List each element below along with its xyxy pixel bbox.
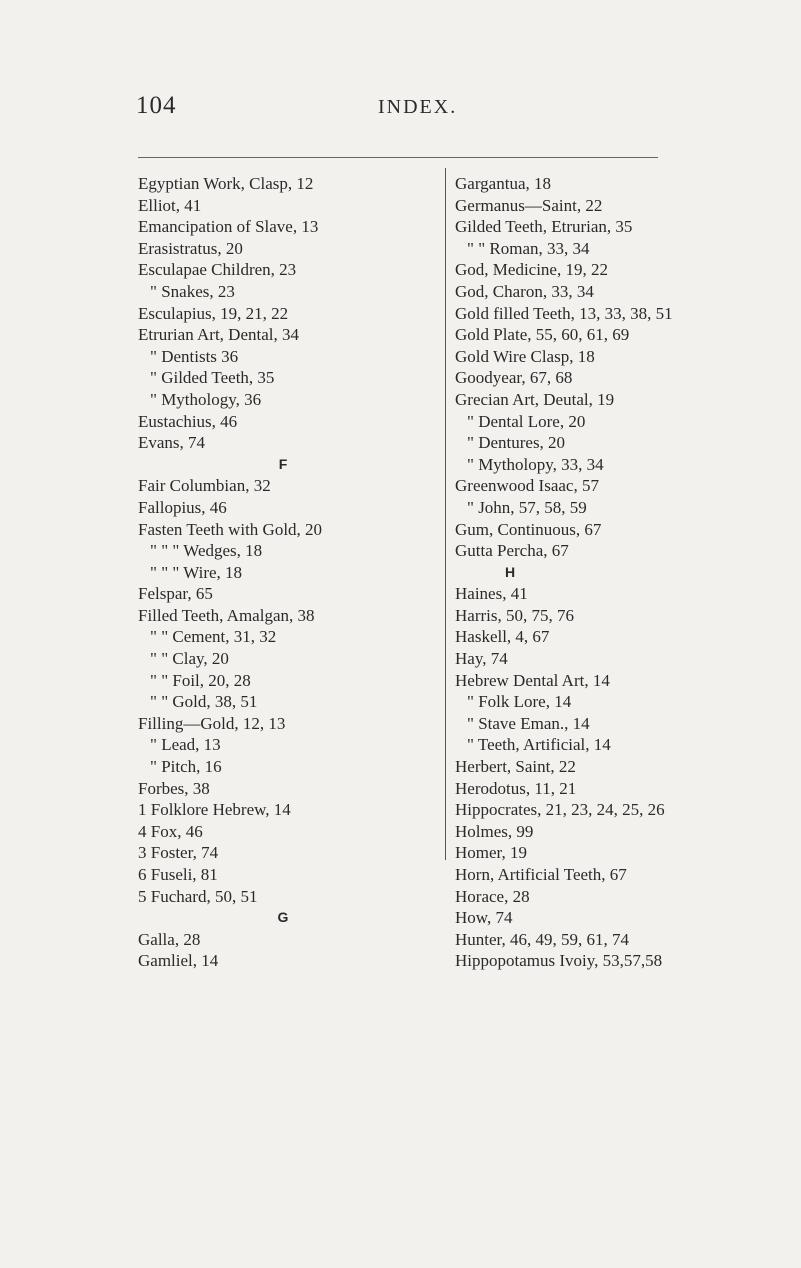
index-subentry: " Lead, 13 (150, 735, 221, 755)
index-entry: Horn, Artificial Teeth, 67 (455, 865, 627, 884)
index-subentry: " Dentures, 20 (467, 433, 566, 453)
index-subentry: " Mythology, 36 (150, 389, 262, 409)
index-entry: Esculapae Children, 23 (138, 260, 297, 280)
index-entry: Erasistratus, 20 (138, 238, 243, 258)
index-subentry: " " Cement, 31, 32 (150, 627, 277, 647)
index-entry: Fallopius, 46 (138, 497, 227, 517)
section-letter: F (278, 455, 288, 472)
index-entry: Hebrew Dental Art, 14 (455, 670, 610, 690)
index-entry: Hunter, 46, 49, 59, 61, 74 (455, 929, 630, 949)
index-entry: How, 74 (455, 908, 513, 928)
index-entry: Haines, 41 (455, 584, 528, 604)
index-entry: Gutta Percha, 67 (455, 541, 569, 561)
section-letter: G (277, 909, 289, 926)
index-subentry: " Gilded Teeth, 35 (150, 368, 275, 388)
index-entry: Gum, Continuous, 67 (455, 519, 602, 539)
index-entry: Elliot, 41 (138, 195, 202, 215)
index-entry: Fair Columbian, 32 (138, 476, 271, 496)
index-subentry: " Teeth, Artificial, 14 (467, 735, 611, 755)
index-entry: Gamliel, 14 (138, 951, 219, 971)
index-entry: Harris, 50, 75, 76 (455, 605, 574, 625)
section-letter: H (504, 563, 516, 580)
index-subentry: " " Clay, 20 (150, 649, 229, 669)
running-head: INDEX. (378, 96, 458, 118)
index-entry: Gold Wire Clasp, 18 (455, 346, 595, 366)
index-entry: Filling—Gold, 12, 13 (138, 713, 286, 733)
header-rule (138, 157, 658, 158)
index-subentry: " Folk Lore, 14 (467, 692, 572, 712)
index-subentry: " Dental Lore, 20 (467, 411, 586, 431)
index-entry: Evans, 74 (138, 433, 206, 453)
index-subentry: " Pitch, 16 (150, 757, 222, 777)
index-entry: Hippocrates, 21, 23, 24, 25, 26 (455, 800, 665, 820)
index-subentry: " " Foil, 20, 28 (150, 670, 251, 690)
index-entry: Herbert, Saint, 22 (455, 757, 576, 777)
index-subentry: " Mytholopy, 33, 34 (467, 454, 604, 474)
index-entry: Esculapius, 19, 21, 22 (138, 303, 289, 323)
index-column-right (455, 173, 785, 972)
index-entry: Filled Teeth, Amalgan, 38 (138, 605, 315, 625)
index-entry: 4 Fox, 46 (138, 821, 203, 841)
index-entry: Felspar, 65 (138, 584, 213, 604)
index-entry: Egyptian Work, Clasp, 12 (138, 174, 314, 193)
index-column-left (138, 173, 428, 972)
index-entry: Gold filled Teeth, 13, 33, 38, 51 (455, 303, 673, 323)
index-entry: 3 Foster, 74 (138, 843, 219, 863)
index-entry: God, Medicine, 19, 22 (455, 260, 608, 280)
index-entry: Hay, 74 (455, 649, 508, 669)
index-subentry: " " " Wedges, 18 (150, 541, 263, 561)
index-entry: Forbes, 38 (138, 778, 210, 798)
index-entry: Gold Plate, 55, 60, 61, 69 (455, 325, 630, 345)
index-entry: Germanus—Saint, 22 (455, 195, 603, 215)
index-entry: Goodyear, 67, 68 (455, 368, 573, 388)
index-subentry: " " " Wire, 18 (150, 562, 243, 582)
index-entry: Greenwood Isaac, 57 (455, 476, 599, 496)
index-entry: 1 Folklore Hebrew, 14 (138, 800, 291, 820)
index-entry: God, Charon, 33, 34 (455, 281, 594, 301)
column-divider (445, 168, 446, 860)
page-number: 104 (136, 92, 177, 119)
index-subentry: " " Gold, 38, 51 (150, 692, 258, 712)
index-entry: Emancipation of Slave, 13 (138, 217, 319, 237)
index-subentry: " John, 57, 58, 59 (467, 497, 587, 517)
index-entry: 5 Fuchard, 50, 51 (138, 886, 258, 906)
index-subentry: " Snakes, 23 (150, 281, 235, 301)
index-entry: Etrurian Art, Dental, 34 (138, 325, 299, 345)
index-entry: Gilded Teeth, Etrurian, 35 (455, 217, 633, 237)
index-entry: Holmes, 99 (455, 821, 534, 841)
index-entry: Grecian Art, Deutal, 19 (455, 389, 615, 409)
index-entry: Homer, 19 (455, 843, 528, 863)
page-header (0, 92, 801, 132)
index-entry: Fasten Teeth with Gold, 20 (138, 519, 323, 539)
index-entry: Horace, 28 (455, 886, 530, 906)
index-entry: Eustachius, 46 (138, 411, 238, 431)
index-subentry: " Stave Eman., 14 (467, 713, 590, 733)
index-entry: Herodotus, 11, 21 (455, 778, 577, 798)
index-entry: Hippopotamus Ivoiy, 53,57,58 (455, 951, 663, 971)
index-subentry: " Dentists 36 (150, 346, 239, 366)
index-subentry: " " Roman, 33, 34 (467, 238, 590, 258)
index-entry: 6 Fuseli, 81 (138, 865, 218, 884)
index-entry: Galla, 28 (138, 929, 201, 949)
index-entry: Haskell, 4, 67 (455, 627, 550, 647)
index-entry: Gargantua, 18 (455, 174, 551, 193)
